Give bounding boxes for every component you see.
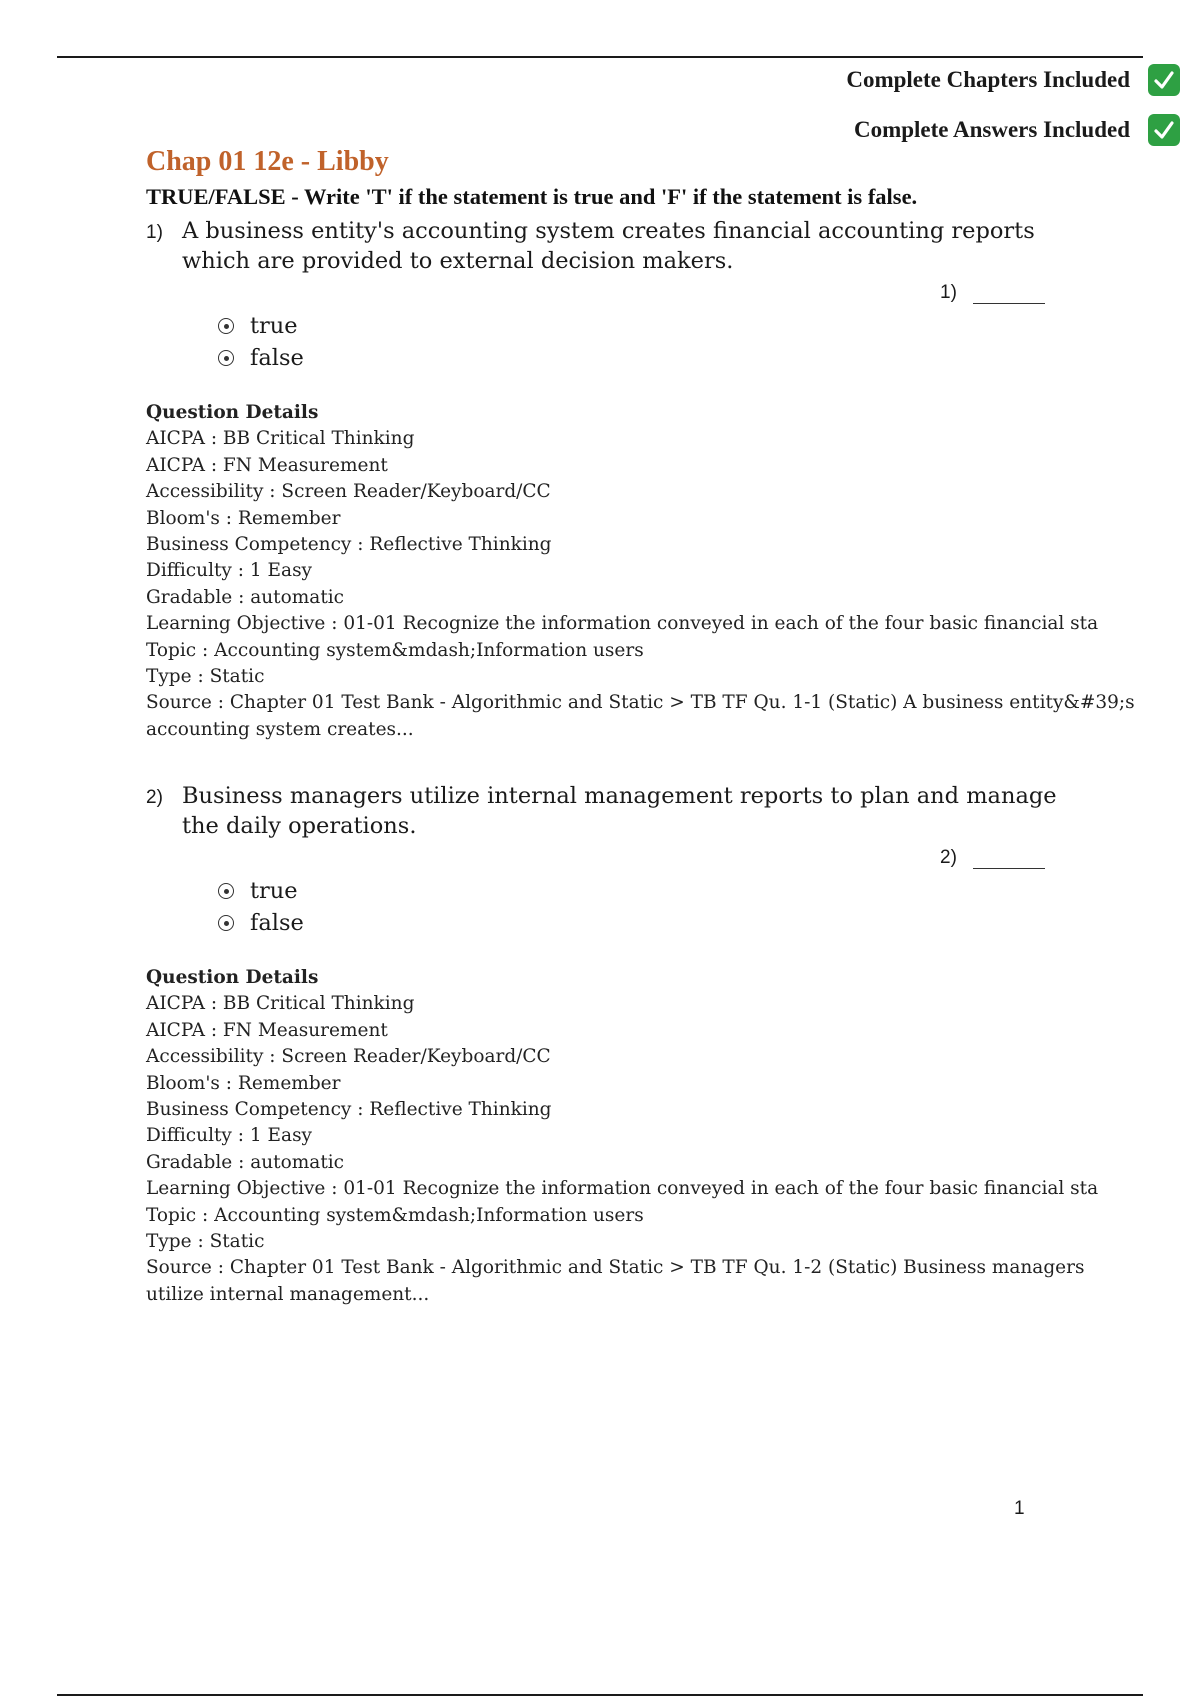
detail-line: AICPA : BB Critical Thinking bbox=[146, 993, 415, 1015]
detail-line: Learning Objective : 01-01 Recognize the information conveyed in each of the four basic financial sta bbox=[146, 1178, 1099, 1200]
detail-line: Bloom's : Remember bbox=[146, 507, 341, 529]
details-heading: Question Details bbox=[146, 967, 319, 988]
detail-line: AICPA : FN Measurement bbox=[146, 1019, 388, 1041]
detail-line: Difficulty : 1 Easy bbox=[146, 1125, 313, 1147]
detail-source: Source : Chapter 01 Test Bank - Algorithmic and Static > TB TF Qu. 1-1 (Static) A business entity&#39;s accounting system creates... bbox=[146, 692, 1135, 740]
options bbox=[218, 310, 304, 374]
top-rule bbox=[57, 56, 1143, 58]
detail-line: AICPA : BB Critical Thinking bbox=[146, 428, 415, 450]
question-text: Business managers utilize internal management reports to plan and manage the daily operations. bbox=[182, 783, 1057, 839]
details-heading: Question Details bbox=[146, 402, 319, 423]
question-1 bbox=[146, 216, 1135, 740]
options bbox=[218, 875, 304, 939]
question-details bbox=[146, 400, 1146, 743]
detail-line: Type : Static bbox=[146, 1231, 265, 1253]
question-2 bbox=[146, 781, 1126, 1305]
detail-line: Type : Static bbox=[146, 666, 265, 688]
document-title: Chap 01 12e - Libby bbox=[146, 146, 389, 177]
answer-line[interactable] bbox=[973, 285, 1045, 304]
radio-icon[interactable] bbox=[218, 318, 234, 334]
radio-icon[interactable] bbox=[218, 883, 234, 899]
page-number: 1 bbox=[1014, 1498, 1025, 1519]
detail-line: Difficulty : 1 Easy bbox=[146, 560, 313, 582]
question-number: 2) bbox=[146, 787, 163, 808]
option-false[interactable] bbox=[218, 907, 304, 939]
instructions: TRUE/FALSE - Write 'T' if the statement is true and 'F' if the statement is false. bbox=[146, 184, 918, 209]
option-label: true bbox=[250, 878, 298, 904]
option-false[interactable] bbox=[218, 342, 304, 374]
detail-line: Topic : Accounting system&mdash;Information users bbox=[146, 639, 644, 661]
detail-line: Business Competency : Reflective Thinking bbox=[146, 534, 552, 556]
detail-line: Learning Objective : 01-01 Recognize the information conveyed in each of the four basic financial sta bbox=[146, 613, 1099, 635]
badge-answers bbox=[854, 114, 1180, 146]
bottom-rule bbox=[57, 1694, 1143, 1696]
question-number: 1) bbox=[146, 222, 163, 243]
detail-line: Business Competency : Reflective Thinking bbox=[146, 1099, 552, 1121]
detail-line: Bloom's : Remember bbox=[146, 1072, 341, 1094]
question-details bbox=[146, 965, 1146, 1308]
detail-line: Gradable : automatic bbox=[146, 1151, 345, 1173]
detail-line: Accessibility : Screen Reader/Keyboard/CC bbox=[146, 481, 551, 503]
answer-line[interactable] bbox=[973, 850, 1045, 869]
option-label: false bbox=[250, 910, 304, 936]
radio-icon[interactable] bbox=[218, 350, 234, 366]
option-true[interactable] bbox=[218, 310, 304, 342]
detail-line: Gradable : automatic bbox=[146, 586, 345, 608]
detail-line: AICPA : FN Measurement bbox=[146, 454, 388, 476]
badge-chapters bbox=[846, 64, 1180, 96]
question-text: A business entity's accounting system creates financial accounting reports which are provided to external decision makers. bbox=[182, 218, 1035, 274]
answer-label: 1) bbox=[940, 282, 957, 303]
answer-label: 2) bbox=[940, 847, 957, 868]
check-icon bbox=[1148, 64, 1180, 96]
option-label: false bbox=[250, 345, 304, 371]
detail-line: Topic : Accounting system&mdash;Information users bbox=[146, 1204, 644, 1226]
answer-blank[interactable] bbox=[940, 282, 1045, 304]
badge-answers-label: Complete Answers Included bbox=[853, 117, 1130, 142]
detail-source: Source : Chapter 01 Test Bank - Algorithmic and Static > TB TF Qu. 1-2 (Static) Business managers utilize internal management... bbox=[146, 1257, 1085, 1305]
badge-chapters-label: Complete Chapters Included bbox=[846, 67, 1130, 92]
answer-blank[interactable] bbox=[940, 847, 1045, 869]
radio-icon[interactable] bbox=[218, 915, 234, 931]
option-true[interactable] bbox=[218, 875, 304, 907]
option-label: true bbox=[250, 313, 298, 339]
detail-line: Accessibility : Screen Reader/Keyboard/CC bbox=[146, 1046, 551, 1068]
check-icon bbox=[1148, 114, 1180, 146]
